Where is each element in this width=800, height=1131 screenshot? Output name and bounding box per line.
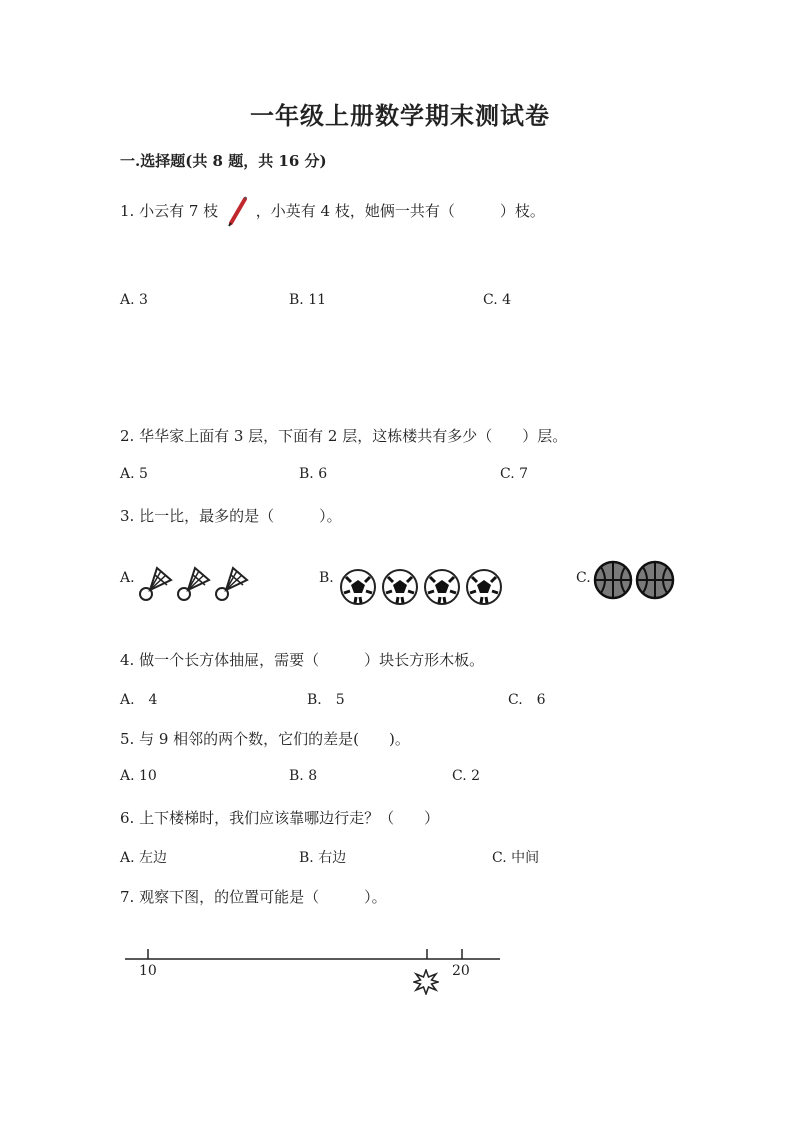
q1-option-a[interactable]: A. 3: [120, 292, 148, 308]
number-line-end-label: 20: [452, 963, 470, 979]
q2-option-a[interactable]: A. 5: [120, 466, 148, 482]
q3-option-b-icons: [337, 567, 505, 607]
q2-option-c[interactable]: C. 7: [500, 466, 529, 482]
question-7-stem: 7. 观察下图，的位置可能是（ ）。: [120, 888, 387, 906]
q5-option-c[interactable]: C. 2: [452, 768, 481, 784]
question-3-stem: 3. 比一比，最多的是（ ）。: [120, 507, 342, 525]
q4-option-c[interactable]: C. 6: [508, 692, 546, 708]
question-2-stem: 2. 华华家上面有 3 层，下面有 2 层，这栋楼共有多少（ ）层。: [120, 427, 568, 445]
question-1-stem: [120, 196, 545, 228]
q6-option-a[interactable]: A. 左边: [120, 850, 168, 866]
q3-option-b[interactable]: B.: [319, 570, 334, 586]
question-6-stem: 6. 上下楼梯时，我们应该靠哪边行走？（ ）: [120, 809, 440, 827]
section-heading: 一.选择题(共 8 题，共 16 分): [120, 152, 327, 170]
question-1-stem-start: 1. 小云有 7 枝: [120, 202, 219, 220]
pencil-icon: [225, 196, 249, 228]
q5-option-b[interactable]: B. 8: [289, 768, 318, 784]
q1-option-b[interactable]: B. 11: [289, 292, 327, 308]
basketball-icon: [592, 560, 634, 600]
number-line-start-label: 10: [139, 963, 157, 979]
shuttlecock-icon: [213, 562, 251, 602]
q3-option-a-icons: [137, 562, 251, 602]
shuttlecock-icon: [137, 562, 175, 602]
basketball-icon: [634, 560, 676, 600]
q3-option-c-icons: [592, 560, 676, 600]
q6-option-c[interactable]: C. 中间: [492, 850, 540, 866]
q4-option-b[interactable]: B. 5: [307, 692, 345, 708]
q3-option-c[interactable]: C.: [576, 570, 591, 586]
q3-option-a[interactable]: A.: [120, 570, 135, 586]
soccer-ball-icon: [463, 567, 505, 607]
star-icon: [413, 969, 439, 995]
q4-option-a[interactable]: A. 4: [120, 692, 158, 708]
shuttlecock-icon: [175, 562, 213, 602]
question-4-stem: 4. 做一个长方体抽屉，需要（ ）块长方形木板。: [120, 651, 485, 669]
q1-option-c[interactable]: C. 4: [483, 292, 512, 308]
soccer-ball-icon: [421, 567, 463, 607]
question-5-stem: 5. 与 9 相邻的两个数，它们的差是( )。: [120, 730, 410, 748]
q6-option-b[interactable]: B. 右边: [299, 850, 347, 866]
q5-option-a[interactable]: A. 10: [120, 768, 157, 784]
q2-option-b[interactable]: B. 6: [299, 466, 328, 482]
soccer-ball-icon: [337, 567, 379, 607]
question-1-stem-end: ，小英有 4 枝，她俩一共有（ ）枝。: [255, 202, 545, 220]
page-title: 一年级上册数学期末测试卷: [250, 101, 550, 130]
soccer-ball-icon: [379, 567, 421, 607]
